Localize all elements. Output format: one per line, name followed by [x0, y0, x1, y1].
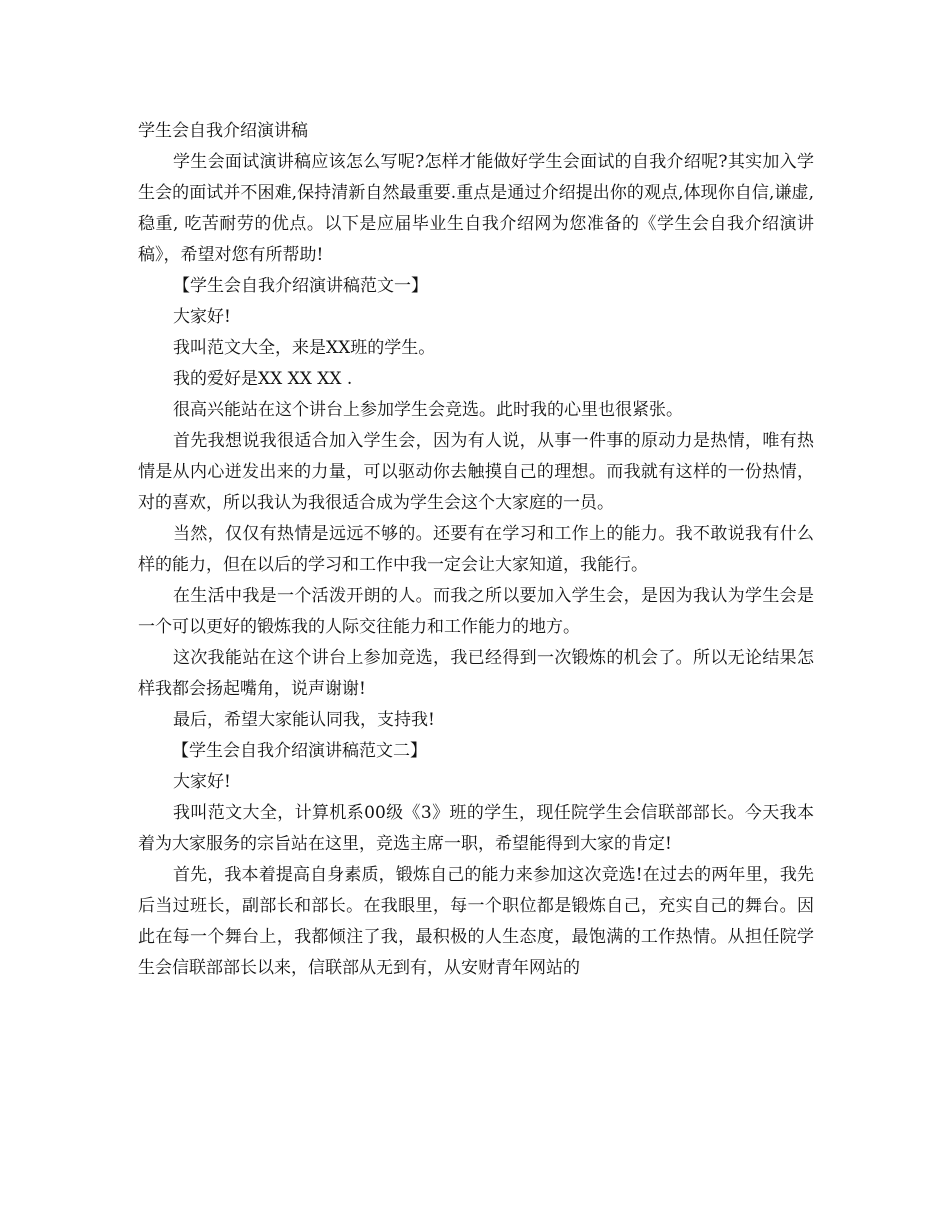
paragraph: 我叫范文大全，来是XX班的学生。: [173, 338, 436, 358]
paragraph: 在生活中我是一个活泼开朗的人。而我之所以要加入学生会，是因为我认为学生会是一个可以更好的锻炼我的人际交往能力和工作能力的地方。: [138, 586, 814, 637]
paragraph: 我的爱好是XX XX XX .: [173, 369, 353, 389]
paragraph: 大家好!: [173, 307, 231, 327]
paragraph: 这次我能站在这个讲台上参加竞选，我已经得到一次锻炼的机会了。所以无论结果怎样我都会扬起嘴角，说声谢谢!: [138, 648, 814, 699]
paragraph: 我叫范文大全，计算机系00级《3》班的学生，现任院学生会信联部部长。今天我本着为大家服务的宗旨站在这里，竞选主席一职，希望能得到大家的肯定!: [138, 803, 814, 854]
document-title: 学生会自我介绍演讲稿: [138, 121, 308, 141]
paragraph: 首先，我本着提高自身素质，锻炼自己的能力来参加这次竞选!在过去的两年里，我先后当过班长，副部长和部长。在我眼里，每一个职位都是锻炼自己，充实自己的舞台。因此在每一个舞台上，我都倾注了我，最积极的人生态度，最饱满的工作热情。从担任院学生会信联部部长以来，信联部从无到有，从安财青年网站的: [138, 865, 814, 978]
intro-paragraph: 学生会面试演讲稿应该怎么写呢?怎样才能做好学生会面试的自我介绍呢?其实加入学生会的面试并不困难,保持清新自然最重要.重点是通过介绍提出你的观点,体现你自信,谦虚,稳重, 吃苦耐劳的优点。以下是应届毕业生自我介绍网为您准备的《学生会自我介绍演讲稿》，希望对您有所帮助!: [138, 152, 814, 265]
paragraph: 很高兴能站在这个讲台上参加学生会竞选。此时我的心里也很紧张。: [173, 400, 683, 420]
paragraph: 当然，仅仅有热情是远远不够的。还要有在学习和工作上的能力。我不敢说我有什么样的能力，但在以后的学习和工作中我一定会让大家知道，我能行。: [138, 524, 814, 575]
paragraph: 首先我想说我很适合加入学生会，因为有人说，从事一件事的原动力是热情，唯有热情是从内心迸发出来的力量，可以驱动你去触摸自己的理想。而我就有这样的一份热情，对的喜欢，所以我认为我很适合成为学生会这个大家庭的一员。: [138, 431, 814, 513]
paragraph: 大家好!: [173, 772, 231, 792]
section-heading-2: 【学生会自我介绍演讲稿范文二】: [172, 741, 427, 761]
section-heading-1: 【学生会自我介绍演讲稿范文一】: [173, 276, 428, 296]
paragraph: 最后，希望大家能认同我，支持我!: [173, 710, 435, 730]
document-body: [138, 116, 814, 984]
